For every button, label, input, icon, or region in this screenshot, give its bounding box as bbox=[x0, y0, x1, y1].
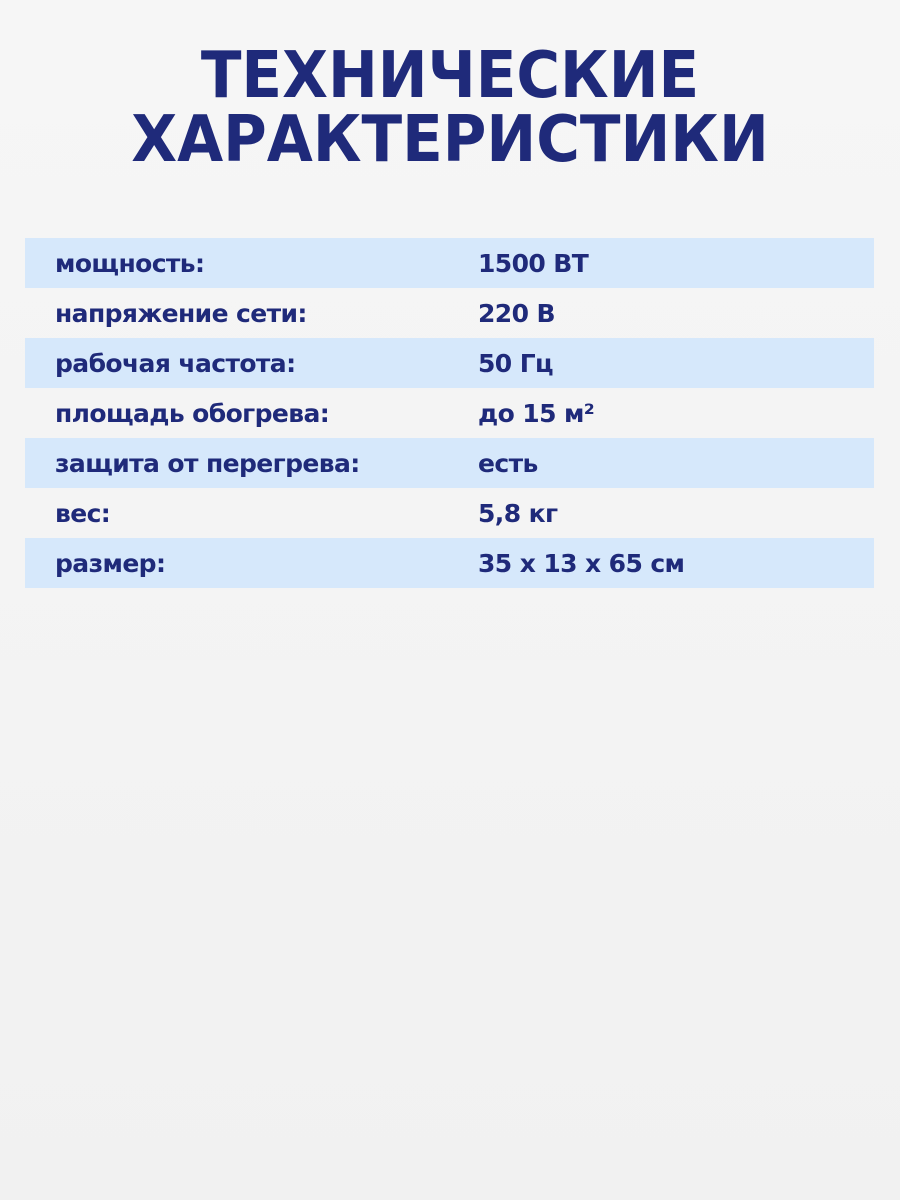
spec-value: 35 х 13 х 65 см bbox=[478, 548, 685, 578]
spec-label: вес: bbox=[55, 498, 111, 528]
title-line-1: ТЕХНИЧЕСКИЕ bbox=[200, 39, 700, 113]
spec-row-size bbox=[25, 538, 874, 588]
specs-table bbox=[25, 238, 874, 588]
spec-label: рабочая частота: bbox=[55, 348, 296, 378]
spec-row-voltage bbox=[25, 288, 874, 338]
spec-row-overheat-protection bbox=[25, 438, 874, 488]
spec-row-heating-area bbox=[25, 388, 874, 438]
spec-label: напряжение сети: bbox=[55, 298, 307, 328]
spec-value: 5,8 кг bbox=[478, 498, 558, 528]
spec-value: 50 Гц bbox=[478, 348, 553, 378]
spec-label: площадь обогрева: bbox=[55, 398, 330, 428]
spec-row-power bbox=[25, 238, 874, 288]
page-title bbox=[0, 39, 900, 177]
spec-value: 1500 ВТ bbox=[478, 248, 589, 278]
spec-row-frequency bbox=[25, 338, 874, 388]
spec-label: мощность: bbox=[55, 248, 205, 278]
spec-value: есть bbox=[478, 448, 538, 478]
spec-value: 220 В bbox=[478, 298, 555, 328]
title-line-2: ХАРАКТЕРИСТИКИ bbox=[131, 103, 769, 177]
spec-label: размер: bbox=[55, 548, 166, 578]
spec-value: до 15 м² bbox=[478, 398, 595, 428]
spec-label: защита от перегрева: bbox=[55, 448, 360, 478]
spec-row-weight bbox=[25, 488, 874, 538]
